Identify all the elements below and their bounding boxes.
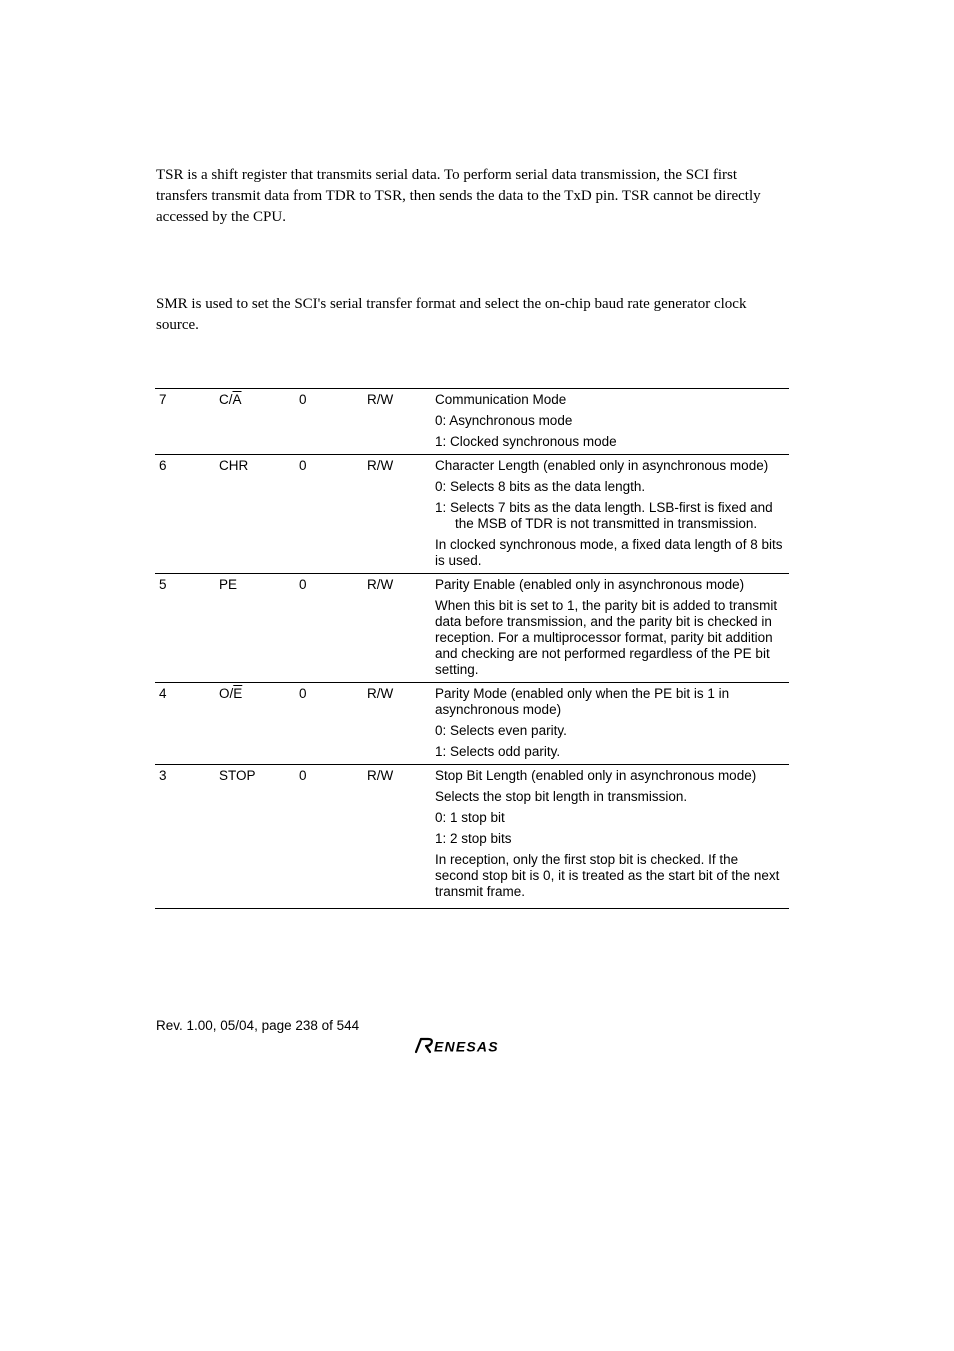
bit-description — [435, 389, 789, 455]
bit-number: 7 — [159, 392, 167, 407]
description-line: In clocked synchronous mode, a fixed data length of 8 bits is used. — [435, 537, 783, 568]
smr-description-paragraph: SMR is used to set the SCI's serial transfer format and select the on-chip baud rate generator clock source. — [156, 296, 747, 333]
bit-name — [219, 574, 299, 683]
description-line: 1: Selects 7 bits as the data length. LSB-first is fixed and the MSB of TDR is not transmitted in transmission. — [435, 500, 773, 531]
bit-name-prefix: PE — [219, 577, 238, 592]
read-write: R/W — [367, 765, 435, 909]
bit-name — [219, 765, 299, 909]
bit-name — [219, 389, 299, 455]
bit-name-prefix: CHR — [219, 458, 249, 473]
description-line: Selects the stop bit length in transmission. — [435, 789, 688, 804]
bit-name-prefix: O/ — [219, 686, 234, 701]
bit-number: 5 — [155, 574, 219, 683]
bit-description — [435, 455, 789, 574]
renesas-logo — [414, 1037, 534, 1055]
bit-name — [219, 683, 299, 765]
description-line: Parity Enable (enabled only in asynchronous mode) — [435, 577, 745, 592]
initial-value: 0 — [299, 455, 367, 574]
description-line: 0: Selects even parity. — [435, 723, 567, 738]
page-footer-info: Rev. 1.00, 05/04, page 238 of 544 — [156, 1018, 360, 1033]
table-row — [155, 683, 789, 765]
description-line: Communication Mode — [435, 392, 567, 407]
description-line: 0: Selects 8 bits as the data length. — [435, 479, 646, 494]
bit-name-prefix: C/ — [219, 392, 233, 407]
initial-value: 0 — [299, 574, 367, 683]
description-line: 0: Asynchronous mode — [435, 413, 573, 428]
bit-number: 6 — [155, 455, 219, 574]
initial-value: 0 — [299, 392, 307, 407]
bit-name-overlined: $\overline{E}$ — [233, 686, 243, 701]
svg-text:ENESAS: ENESAS — [434, 1038, 499, 1055]
description-line: When this bit is set to 1, the parity bit is added to transmit data before transmission, and the parity bit is checked in reception. For a multiprocessor format, parity bit addition and checking are not performed regardless of the PE bit setting. — [435, 598, 778, 677]
read-write: R/W — [367, 683, 435, 765]
table-row — [155, 765, 789, 909]
description-line: Parity Mode (enabled only when the PE bit is 1 in asynchronous mode) — [435, 686, 730, 717]
description-line: 1: Clocked synchronous mode — [435, 434, 617, 449]
table-row — [155, 455, 789, 574]
description-line: In reception, only the first stop bit is checked. If the second stop bit is 0, it is treated as the start bit of the next transmit frame. — [435, 852, 780, 899]
read-write: R/W — [367, 392, 394, 407]
bit-number: 4 — [155, 683, 219, 765]
description-line: 1: Selects odd parity. — [435, 744, 561, 759]
smr-bit-table — [155, 388, 789, 909]
initial-value: 0 — [299, 683, 367, 765]
bit-name — [219, 455, 299, 574]
bit-description — [435, 683, 789, 765]
description-line: Character Length (enabled only in asynchronous mode) — [435, 458, 769, 473]
bit-number: 3 — [155, 765, 219, 909]
bit-name-overlined: $\overline{A}$ — [232, 392, 242, 407]
read-write: R/W — [367, 574, 435, 683]
description-line: 1: 2 stop bits — [435, 831, 512, 846]
bit-name-prefix: STOP — [219, 768, 256, 783]
tsr-description-paragraph: TSR is a shift register that transmits serial data. To perform serial data transmission, the SCI first transfers transmit data from TDR to TSR, then sends the data to the TxD pin. TSR cannot be directly accessed by the CPU. — [156, 167, 761, 225]
bit-description — [435, 765, 789, 909]
initial-value: 0 — [299, 765, 367, 909]
table-row — [155, 574, 789, 683]
table-body — [155, 389, 789, 909]
read-write: R/W — [367, 455, 435, 574]
bit-description — [435, 574, 789, 683]
description-line: 0: 1 stop bit — [435, 810, 505, 825]
table-row — [155, 389, 789, 455]
description-line: Stop Bit Length (enabled only in asynchronous mode) — [435, 768, 757, 783]
